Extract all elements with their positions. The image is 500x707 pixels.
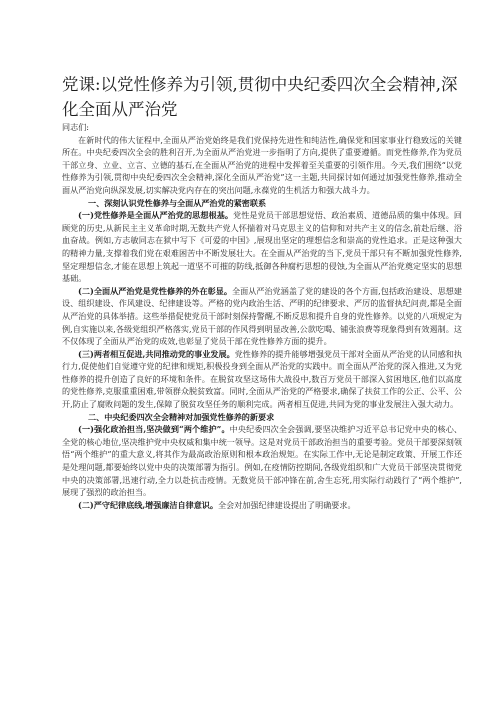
paragraph-lead: (二)全面从严治党是党性修养的外在彰显。	[78, 285, 232, 296]
paragraph-text: 全面从严治党涵盖了党的建设的各个方面,包括政治建设、思想建设、组织建设、作风建设、纪律建设等。严格的党内政治生活、严明的纪律要求、严厉的监督执纪问责,都是全面从严治党的具体举措。这些举措促使党员干部时刻保持警醒,不断反思和提升自身的党性修养。以党的八项规定为例,自实施以来,各级党组织严格落实,党员干部的作风得到明显改善,公款吃喝、铺张浪费等现象得到有效遏制。这不仅体现了全面从严治党的成效,也彰显了党员干部在党性修养方面的提升。	[62, 285, 462, 347]
paragraph-text: 党性修养的提升能够增强党员干部对全面从严治党的认同感和执行力,促使他们自觉遵守党的纪律和规矩,积极投身到全面从严治党的实践中。而全面从严治党的深入推进,又为党性修养的提升创造了良好的环境和条件。在脱贫攻坚这场伟大战役中,数百万党员干部深入贫困地区,他们以高度的党性修养,克服重重困难,带领群众脱贫致富。同时,全面从严治党的严格要求,确保了扶贫工作的公正、公平、公开,防止了腐败问题的发生,保障了脱贫攻坚任务的顺利完成。两者相互促进,共同为党的事业发展注入强大动力。	[62, 348, 462, 410]
paragraph-lead: (一)党性修养是全面从严治党的思想根基。	[78, 210, 234, 221]
paragraph-lead: (三)两者相互促进,共同推动党的事业发展。	[78, 348, 235, 359]
salutation: 同志们:	[62, 122, 90, 132]
body-paragraph	[62, 285, 462, 348]
paragraph-lead: (二)严守纪律底线,增强廉洁自律意识。	[78, 499, 218, 510]
paragraph-text: 在新时代的伟大征程中,全面从严治党始终是我们党保持先进性和纯洁性,确保党和国家事业行稳致远的关键所在。中央纪委四次全会的胜利召开,为全面从严治党进一步指明了方向,提供了重要遵循。而党性修养,作为党员干部立身、立业、立言、立德的基石,在全面从严治党的进程中发挥着至关重要的引领作用。今天,我们围绕“以党性修养为引领,贯彻中央纪委四次全会精神,深化全面从严治党”这一主题,共同探讨如何通过加强党性修养,推动全面从严治党向纵深发展,切实解决党内存在的突出问题,永葆党的生机活力和强大战斗力。	[62, 134, 462, 195]
body-paragraph	[62, 499, 462, 512]
paragraph-text: 全会对加强纪律建设提出了明确要求。	[217, 499, 356, 510]
body-paragraph	[62, 134, 462, 197]
body-paragraph	[62, 348, 462, 411]
paragraph-text: 中央纪委四次全会强调,要坚决维护习近平总书记党中央的核心、全党的核心地位,坚决维护党中央权威和集中统一领导。这是对党员干部政治担当的重要考验。党员干部要深刻领悟“两个维护”的重大意义,将其作为最高政治原则和根本政治规矩。在实际工作中,无论是制定政策、开展工作还是处理问题,都要始终以党中央的决策部署为指引。例如,在疫情防控期间,各级党组织和广大党员干部坚决贯彻党中央的决策部署,迅速行动,全力以赴抗击疫情。无数党员干部冲锋在前,舍生忘死,用实际行动践行了“两个维护”,展现了强烈的政治担当。	[62, 424, 462, 498]
document-title: 党课:以党性修养为引领,贯彻中央纪委四次全会精神,深化全面从严治党	[62, 75, 458, 119]
section-heading: 二、中央纪委四次全会精神对加强党性修养的新要求	[88, 411, 275, 422]
section-heading: 一、深刻认识党性修养与全面从严治党的紧密联系	[88, 197, 267, 208]
paragraph-lead: (一)强化政治担当,坚决做到“两个维护”。	[78, 424, 230, 435]
paragraph-text: 党性是党员干部思想觉悟、政治素质、道德品质的集中体现。回顾党的历史,从新民主主义革命时期,无数共产党人怀揣着对马克思主义的信仰和对共产主义的信念,前赴后继、浴血奋战。例如,方志敏同志在狱中写下《可爱的中国》,展现出坚定的理想信念和崇高的党性追求。正是这种强大的精神力量,支撑着我们党在艰难困苦中不断发展壮大。在全面从严治党的当下,党员干部只有不断加强党性修养,坚定理想信念,才能在思想上筑起一道坚不可摧的防线,抵御各种腐朽思想的侵蚀,为全面从严治党奠定坚实的思想基础。	[62, 210, 462, 284]
body-paragraph	[62, 209, 462, 285]
document-body	[62, 121, 462, 511]
body-paragraph	[62, 423, 462, 499]
